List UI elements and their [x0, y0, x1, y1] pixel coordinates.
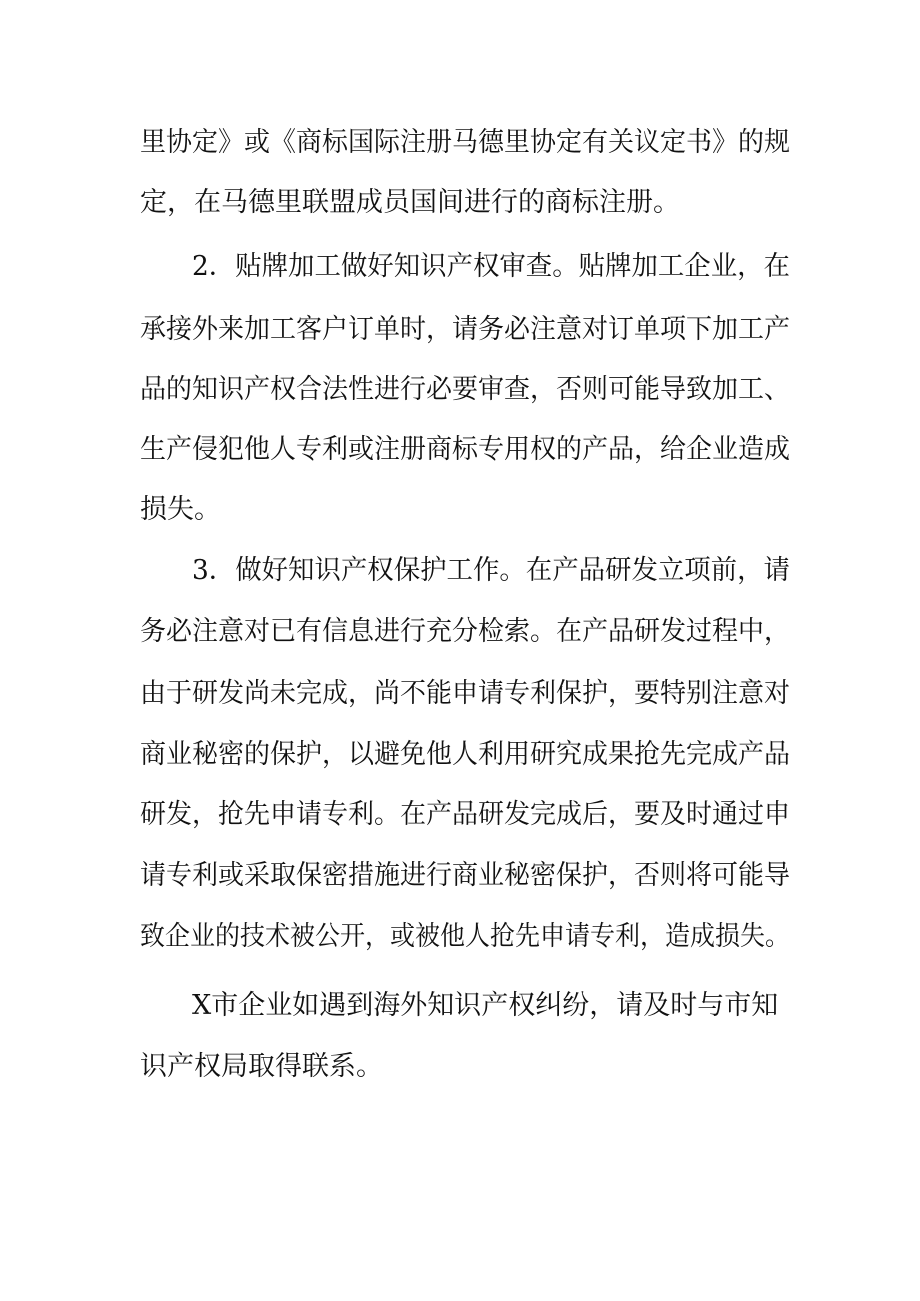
item3-line-3: 由于研发尚未完成，尚不能申请专利保护，要特别注意对	[140, 678, 791, 709]
item3-line-1: 3．做好知识产权保护工作。在产品研发立项前，请	[192, 555, 790, 586]
item3-line-6: 请专利或采取保密措施进行商业秘密保护，否则将可能导	[140, 860, 791, 891]
continuation-line-1: 里协定》或《商标国际注册马德里协定有关议定书》的规	[140, 127, 791, 158]
item3-line-2: 务必注意对已有信息进行充分检索。在产品研发过程中，	[140, 616, 791, 647]
item2-line-5: 损失。	[140, 494, 221, 525]
continuation-line-2: 定，在马德里联盟成员国间进行的商标注册。	[140, 187, 680, 218]
closing-line-2: 识产权局取得联系。	[140, 1051, 383, 1082]
item2-line-1: 2．贴牌加工做好知识产权审查。贴牌加工企业，在	[192, 251, 790, 282]
item3-line-7: 致企业的技术被公开，或被他人抢先申请专利，造成损失。	[140, 921, 790, 952]
item2-line-4: 生产侵犯他人专利或注册商标专用权的产品，给企业造成	[140, 434, 791, 465]
closing-line-1: X市企业如遇到海外知识产权纠纷，请及时与市知	[192, 990, 779, 1021]
item2-line-3: 品的知识产权合法性进行必要审查，否则可能导致加工、	[140, 374, 791, 405]
item2-line-2: 承接外来加工客户订单时，请务必注意对订单项下加工产	[140, 314, 791, 345]
item3-line-4: 商业秘密的保护，以避免他人利用研究成果抢先完成产品	[140, 739, 791, 770]
item3-line-5: 研发，抢先申请专利。在产品研发完成后，要及时通过申	[140, 799, 791, 830]
